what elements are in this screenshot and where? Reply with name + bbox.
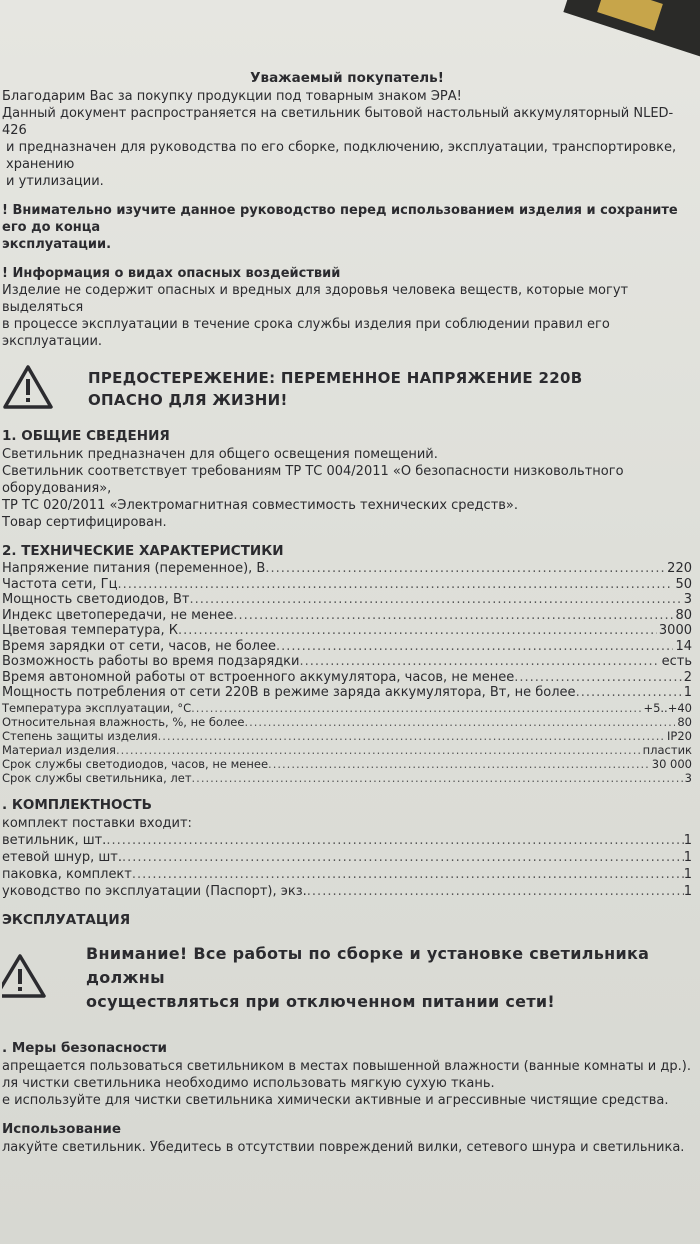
row-label: Индекс цветопередачи, не менее [2,607,234,623]
leader-dots [132,866,684,883]
row-value: 3 [684,770,692,785]
safety-heading: . Меры безопасности [2,1039,168,1056]
spec-row [2,608,692,624]
safety-section [2,1040,692,1109]
row-label: Срок службы светильника, лет [2,770,192,785]
general-line: ТР ТС 020/2011 «Электромагнитная совместимость технических средств». [2,498,519,513]
hazard-info-line: Изделие не содержит опасных и вредных для здоровья человека веществ, которые могут выделяться [2,283,629,315]
kit-heading: . КОМПЛЕКТНОСТЬ [2,796,152,813]
specs-table-small [2,701,692,785]
leader-dots [244,715,675,729]
row-label: Температура эксплуатации, °С [2,700,192,715]
row-value: IP20 [667,728,692,743]
row-value: 3 [683,592,692,607]
row-label: Мощность светодиодов, Вт [2,592,190,607]
attention-line: ! Внимательно изучите данное руководство перед использованием изделия и сохраните его до конца [2,203,678,235]
row-value: 1 [683,849,692,865]
document-content [0,70,694,1156]
operation-heading: ЭКСПЛУАТАЦИЯ [2,911,131,928]
power-off-warning-line: Внимание! Все работы по сборке и установке светильника должны [86,943,650,987]
spec-row [2,577,692,593]
leader-dots [299,654,659,670]
safety-line: е используйте для чистки светильника химически активные и агрессивные чистящие средства. [2,1092,669,1108]
spec-row [2,670,692,686]
row-value: 30 000 [651,756,692,771]
row-value: 220 [667,561,692,576]
hazard-info-heading: ! Информация о видах опасных воздействий [2,266,341,281]
row-value: 14 [675,638,692,654]
usage-line: лакуйте светильник. Убедитесь в отсутствии повреждений вилки, сетевого шнура и светильника. [2,1139,685,1155]
intro-line: и утилизации. [6,174,104,189]
leader-dots [117,577,673,593]
row-label: Срок службы светодиодов, часов, не менее [2,756,269,771]
usage-section [2,1121,692,1156]
general-line: Светильник соответствует требованиям ТР ТС 004/2011 «О безопасности низковольтного оборудования», [2,464,624,496]
spec-row [2,757,692,771]
leader-dots [576,685,682,701]
leader-dots [307,883,684,900]
kit-row [2,832,692,849]
warning-triangle-icon [2,364,54,414]
row-value: 80 [675,607,692,623]
voltage-warning-line: ПРЕДОСТЕРЕЖЕНИЕ: ПЕРЕМЕННОЕ НАПРЯЖЕНИЕ 220В [88,369,583,387]
spec-row [2,729,692,743]
voltage-warning [2,364,692,414]
leader-dots [122,849,684,866]
row-value: 1 [683,685,692,700]
leader-dots [268,757,650,771]
row-value: +5..+40 [643,700,692,715]
row-label: етевой шнур, шт. [2,849,122,865]
leader-dots [192,771,683,785]
specs-heading: 2. ТЕХНИЧЕСКИЕ ХАРАКТЕРИСТИКИ [2,543,284,559]
row-value: 80 [677,714,692,729]
general-section [2,428,692,531]
row-label: Степень защиты изделия [2,728,158,743]
row-label: Цветовая температура, К [2,623,178,638]
row-value: пластик [642,742,692,757]
hazard-info-block [2,265,692,350]
leader-dots [233,608,673,624]
row-value: 50 [675,576,692,592]
leader-dots [189,592,681,608]
spec-row [2,715,692,729]
row-label: Материал изделия [2,742,116,757]
row-value: 3000 [658,623,692,638]
spec-row [2,701,692,715]
spec-row [2,623,692,639]
leader-dots [106,832,683,849]
safety-line: ля чистки светильника необходимо использовать мягкую сухую ткань. [2,1075,495,1091]
kit-row [2,866,692,883]
spec-row [2,561,692,577]
row-label: Частота сети, Гц [2,576,118,592]
kit-list [2,832,692,900]
leader-dots [178,623,657,639]
document-title: Уважаемый покупатель! [250,70,444,86]
attention-block [2,202,692,253]
warning-triangle-icon [2,953,48,1003]
row-label: ветильник, шт. [2,832,107,848]
row-value: 2 [683,669,692,685]
leader-dots [116,743,641,757]
kit-row [2,849,692,866]
row-label: Возможность работы во время подзарядки [2,654,300,669]
leader-dots [514,670,681,686]
kit-row [2,883,692,900]
kit-intro: комплект поставки входит: [2,815,192,831]
safety-line: апрещается пользоваться светильником в местах повышенной влажности (ванные комнаты и др.). [2,1058,691,1074]
spec-row [2,685,692,701]
leader-dots [191,701,641,715]
spec-row [2,639,692,655]
power-off-warning-line: осуществляться при отключенном питании сети! [86,991,556,1011]
leader-dots [276,639,673,655]
leader-dots [265,561,665,577]
spec-row [2,654,692,670]
row-label: Мощность потребления от сети 220В в режиме заряда аккумулятора, Вт, не более [2,685,576,700]
row-label: Время зарядки от сети, часов, не более [2,638,276,654]
hazard-info-line: в процессе эксплуатации в течение срока службы изделия при соблюдении правил его эксплуатации. [2,317,610,349]
intro-line: Благодарим Вас за покупку продукции под товарным знаком ЭРА! [2,89,462,104]
row-value: 1 [683,866,692,882]
row-value: есть [661,654,692,669]
kit-section [2,797,692,900]
spec-row [2,743,692,757]
voltage-warning-line: ОПАСНО ДЛЯ ЖИЗНИ! [88,391,288,409]
intro-line: и предназначен для руководства по его сборке, подключению, эксплуатации, транспортировке, хранению [6,140,677,172]
row-value: 1 [683,832,692,848]
specs-section [2,543,692,785]
usage-heading: Использование [2,1120,122,1137]
general-line: Светильник предназначен для общего освещения помещений. [2,447,438,462]
attention-line: эксплуатации. [2,237,112,252]
general-line: Товар сертифицирован. [2,515,167,530]
spec-row [2,592,692,608]
specs-table [2,561,692,701]
row-label: паковка, комплект [2,866,132,882]
general-heading: 1. ОБЩИЕ СВЕДЕНИЯ [2,428,170,444]
row-label: Напряжение питания (переменное), В [2,561,266,576]
power-off-warning [2,942,692,1014]
row-label: Относительная влажность, %, не более [2,714,245,729]
row-label: Время автономной работы от встроенного аккумулятора, часов, не менее [2,669,515,685]
row-label: уководство по эксплуатации (Паспорт), экз. [2,883,307,899]
leader-dots [158,729,665,743]
intro-line: Данный документ распространяется на светильник бытовой настольный аккумуляторный NLED-426 [2,106,674,138]
spec-row [2,771,692,785]
intro-block [2,88,692,190]
row-value: 1 [683,883,692,899]
